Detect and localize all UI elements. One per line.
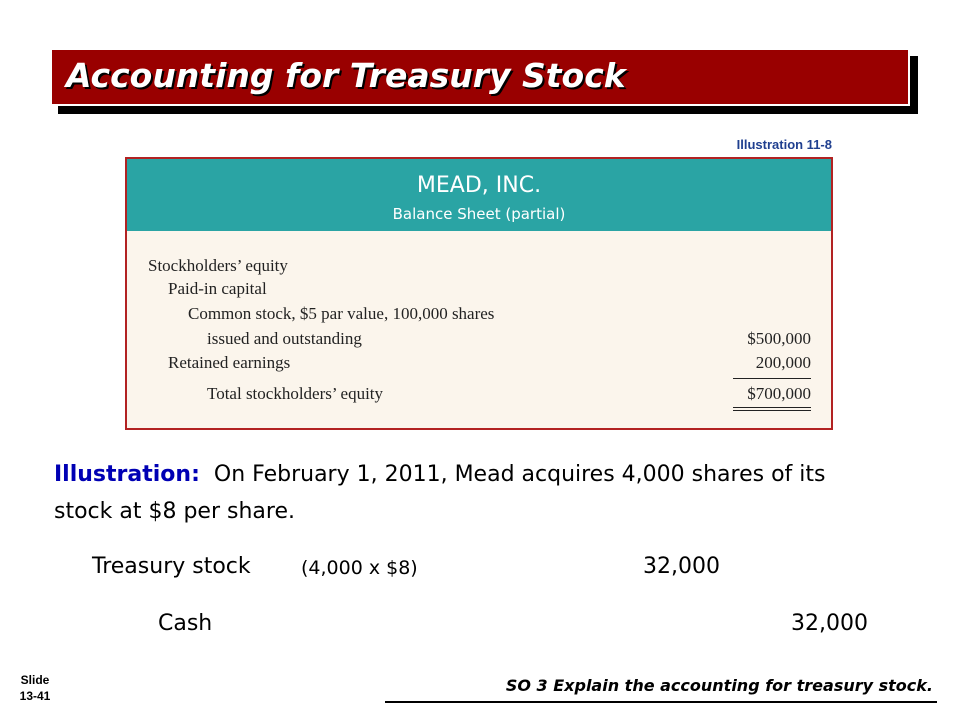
slide-title: Accounting for Treasury Stock: [66, 56, 626, 95]
company-name: MEAD, INC.: [416, 173, 542, 198]
equity-section-label: Stockholders’ equity: [148, 256, 288, 275]
illustration-label: Illustration:: [54, 462, 200, 487]
paid-in-capital-label: Paid-in capital: [168, 279, 267, 298]
subtotal-rule: [733, 378, 811, 379]
common-stock-amount: $500,000: [747, 329, 811, 348]
debit-account: Treasury stock: [92, 554, 251, 579]
total-double-rule-bottom: [733, 410, 811, 411]
illustration-text: On February 1, 2011, Mead acquires 4,000 shares of its stock at $8 per share.: [54, 462, 826, 524]
total-double-rule-top: [733, 407, 811, 408]
slide-number-label: Slide: [20, 673, 50, 687]
study-objective: SO 3 Explain the accounting for treasury stock.: [505, 676, 933, 695]
slide-number: [0, 672, 70, 704]
balance-sheet-header: [127, 159, 831, 231]
slide-number-value: 13-41: [19, 689, 51, 703]
statement-subtitle: Balance Sheet (partial): [392, 205, 566, 223]
credit-amount: 32,000: [791, 611, 868, 636]
common-stock-label-cont: issued and outstanding: [207, 329, 362, 348]
study-objective-underline: [385, 701, 937, 703]
debit-amount: 32,000: [643, 554, 720, 579]
credit-account: Cash: [158, 611, 213, 636]
retained-earnings-label: Retained earnings: [168, 353, 291, 372]
total-equity-label: Total stockholders’ equity: [207, 384, 384, 403]
common-stock-label: Common stock, $5 par value, 100,000 shares: [188, 304, 495, 323]
illustration-reference: Illustration 11-8: [736, 137, 832, 152]
illustration-paragraph: [54, 456, 874, 530]
retained-earnings-amount: 200,000: [755, 353, 811, 372]
balance-sheet-exhibit: [125, 157, 833, 430]
debit-calculation: (4,000 x $8): [301, 557, 418, 579]
total-equity-amount: $700,000: [747, 384, 811, 403]
